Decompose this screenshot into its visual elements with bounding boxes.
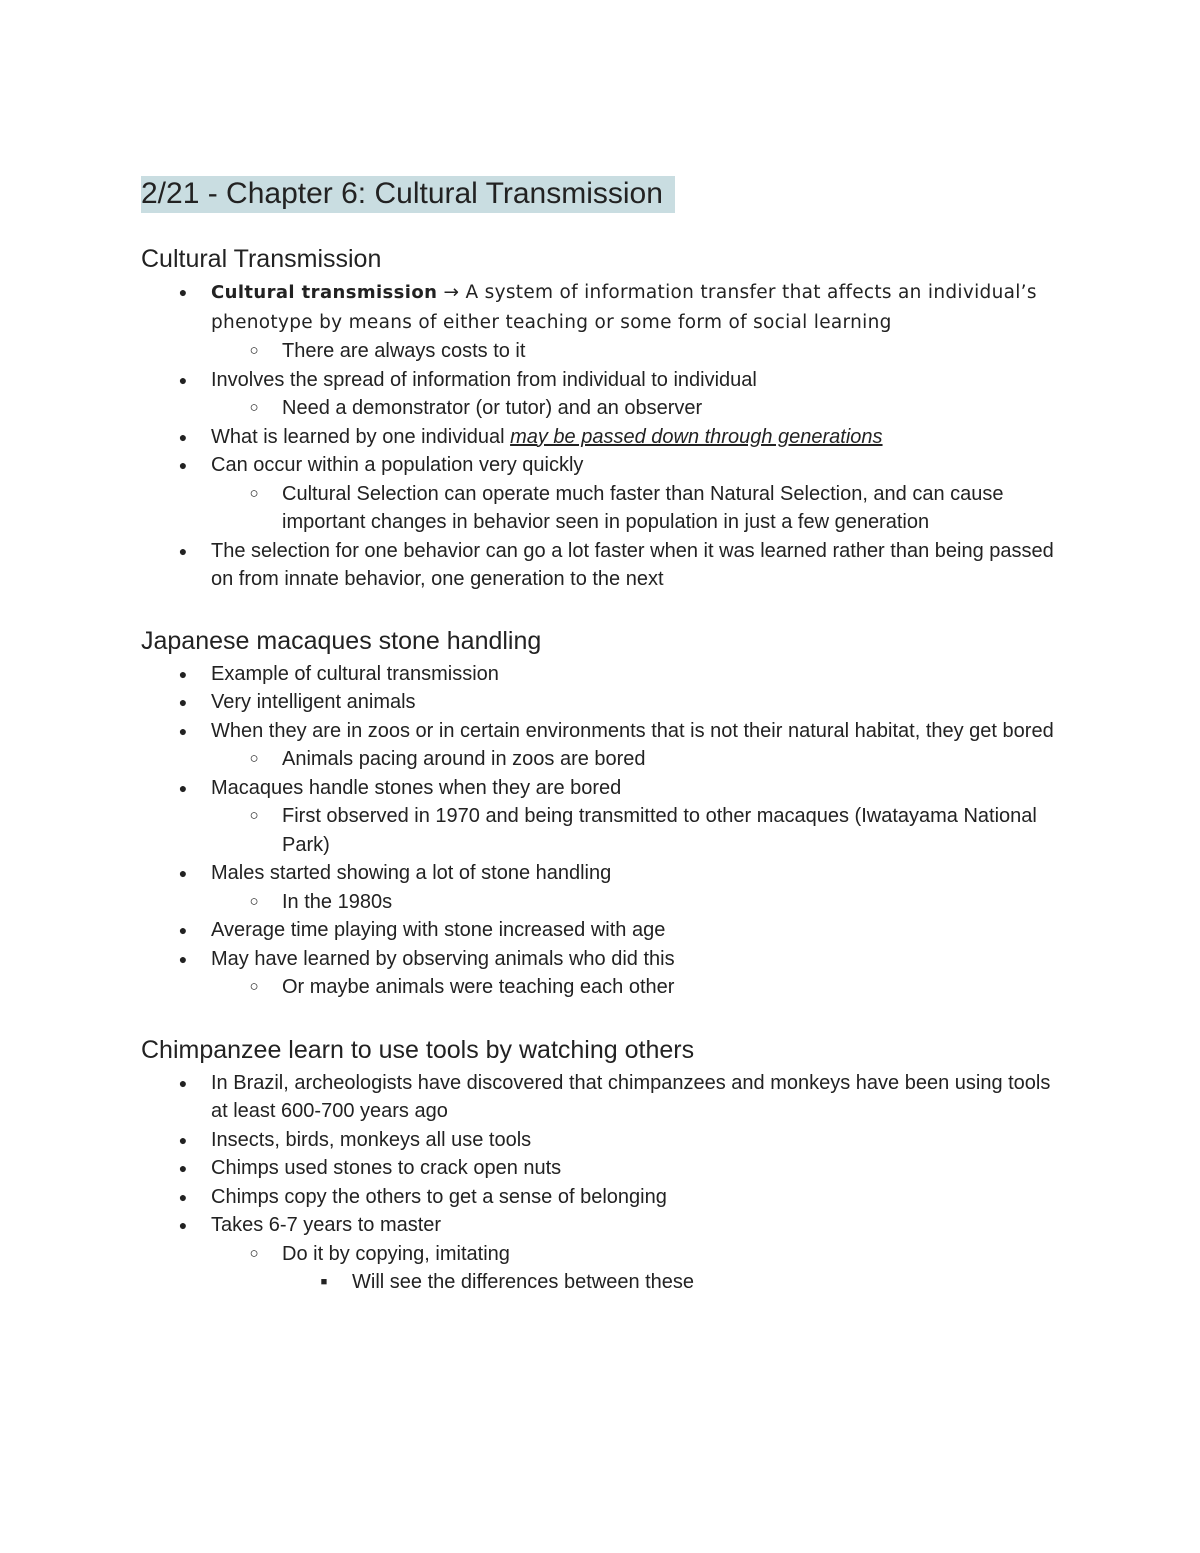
list-item [141, 1211, 1061, 1240]
filled-bullet-icon: ● [178, 284, 188, 300]
list-item [141, 1240, 1061, 1269]
list-item [141, 1154, 1061, 1183]
list-item-text: When they are in zoos or in certain environments that is not their natural habitat, they get bored [211, 719, 1054, 742]
list-item [141, 717, 1061, 746]
list-item [141, 394, 1061, 423]
list-item [141, 888, 1061, 917]
list-item [141, 423, 1061, 452]
filled-bullet-icon: ● [178, 865, 188, 881]
list-item-text: Example of cultural transmission [211, 662, 499, 685]
list-item [141, 278, 1061, 337]
filled-bullet-icon: ● [178, 371, 188, 388]
list-item-text: Need a demonstrator (or tutor) and an observer [282, 397, 703, 419]
list-item [141, 774, 1061, 803]
filled-bullet-icon: ● [178, 1160, 188, 1176]
list-item-text: Average time playing with stone increased with age [211, 919, 666, 941]
filled-bullet-icon: ● [178, 694, 188, 710]
filled-bullet-icon: ● [178, 542, 188, 559]
page-title: 2/21 - Chapter 6: Cultural Transmission [141, 176, 675, 213]
list-item-text: Will see the differences between these [352, 1271, 695, 1293]
emphasized-text: may be passed down through generations [510, 425, 883, 448]
list-item [141, 859, 1061, 888]
filled-bullet-icon: ● [178, 779, 188, 796]
hollow-bullet-icon: ○ [249, 484, 259, 502]
list-item [141, 1069, 1061, 1126]
list-item-text: Or maybe animals were teaching each other [282, 976, 675, 998]
list-item-text: Takes 6-7 years to master [211, 1214, 442, 1236]
hollow-bullet-icon: ○ [249, 807, 259, 824]
list-item [141, 451, 1061, 480]
list-item-text: Can occur within a population very quickly [211, 454, 584, 476]
list-item-text: Chimps copy the others to get a sense of belonging [211, 1185, 667, 1208]
list-item-text: Macaques handle stones when they are bored [211, 776, 622, 799]
hollow-bullet-icon: ○ [249, 978, 259, 995]
list-item [141, 802, 1061, 859]
list-item [141, 1126, 1061, 1155]
list-item [141, 660, 1061, 689]
list-item-text: In the 1980s [282, 890, 393, 913]
list-item [141, 1183, 1061, 1212]
list-item-text: Cultural Selection can operate much faster than Natural Selection, and can cause important changes in behavior seen in population in just a few generation [282, 482, 1004, 533]
section-list-cultural-transmission [141, 278, 1061, 594]
list-item-text: The selection for one behavior can go a lot faster when it was learned rather than being passed on from innate behavior, one generation to the next [211, 539, 1054, 590]
list-item-text: What is learned by one individual [211, 425, 511, 448]
filled-bullet-icon: ● [178, 428, 188, 445]
list-item [141, 916, 1061, 945]
list-item-text: In Brazil, archeologists have discovered that chimpanzees and monkeys have been using tools at least 600-700 years ago [211, 1071, 1051, 1122]
filled-bullet-icon: ● [178, 950, 188, 967]
filled-bullet-icon: ● [178, 1131, 188, 1148]
filled-bullet-icon: ● [178, 665, 188, 682]
section-list-japanese-macaques [141, 660, 1061, 1002]
filled-bullet-icon: ● [178, 1217, 188, 1233]
filled-bullet-icon: ● [178, 1188, 188, 1205]
filled-bullet-icon: ● [178, 922, 188, 938]
document-content [141, 176, 1061, 1297]
list-item-text: First observed in 1970 and being transmitted to other macaques (Iwatayama National Park) [282, 805, 1037, 856]
list-item-text: May have learned by observing animals who did this [211, 947, 675, 970]
hollow-bullet-icon: ○ [249, 342, 259, 359]
list-item [141, 745, 1061, 774]
section-heading-cultural-transmission: Cultural Transmission [141, 245, 382, 273]
list-item [141, 337, 1061, 366]
list-item [141, 366, 1061, 395]
term-cultural-transmission: Cultural transmission [211, 282, 438, 303]
list-item-text: Do it by copying, imitating [282, 1242, 510, 1265]
hollow-bullet-icon: ○ [249, 750, 259, 767]
square-bullet-icon: ■ [320, 1276, 328, 1288]
list-item-text: Animals pacing around in zoos are bored [282, 748, 646, 770]
hollow-bullet-icon: ○ [249, 399, 259, 416]
list-item-text: Insects, birds, monkeys all use tools [211, 1128, 532, 1151]
filled-bullet-icon: ● [178, 457, 188, 473]
list-item [141, 1268, 1061, 1297]
list-item-text: Involves the spread of information from individual to individual [211, 368, 757, 391]
list-item [141, 973, 1061, 1002]
hollow-bullet-icon: ○ [249, 1244, 259, 1262]
section-list-chimpanzee-tools [141, 1069, 1061, 1297]
list-item [141, 480, 1061, 537]
section-heading-chimpanzee-tools: Chimpanzee learn to use tools by watching others [141, 1035, 695, 1064]
filled-bullet-icon: ● [178, 722, 188, 739]
definition-text: → A system of information transfer that affects an individual’s phenotype by means of either teaching or some form of social learning [211, 282, 1037, 333]
list-item [141, 688, 1061, 717]
list-item-text: There are always costs to it [282, 340, 526, 362]
filled-bullet-icon: ● [178, 1074, 188, 1091]
list-item [141, 537, 1061, 594]
list-item-text: Chimps used stones to crack open nuts [211, 1157, 562, 1179]
hollow-bullet-icon: ○ [249, 892, 259, 910]
list-item [141, 945, 1061, 974]
list-item-text: Males started showing a lot of stone handling [211, 862, 612, 884]
list-item-text: Very intelligent animals [211, 691, 416, 713]
section-heading-japanese-macaques: Japanese macaques stone handling [141, 626, 542, 655]
